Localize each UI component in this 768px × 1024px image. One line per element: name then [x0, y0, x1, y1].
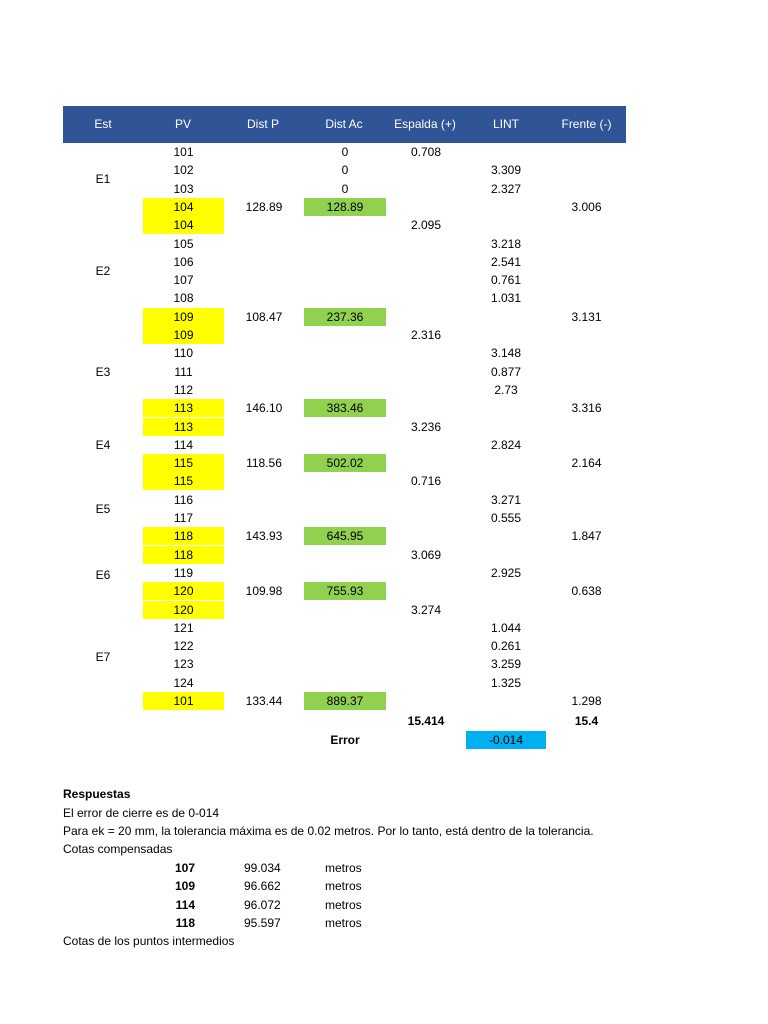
- dist-ac-cell: [304, 326, 386, 344]
- lint-cell: 2.925: [490, 566, 522, 580]
- dist-p-cell: [224, 381, 304, 399]
- lint-cell: 3.259: [490, 657, 522, 671]
- cota-value: 96.662: [244, 879, 281, 893]
- answer-intermediate-heading: Cotas de los puntos intermedios: [63, 934, 235, 948]
- pv-cell: 116: [173, 493, 194, 507]
- lint-cell: 1.325: [490, 676, 522, 690]
- frente-cell: 1.847: [571, 529, 602, 543]
- lint-cell: [466, 527, 546, 545]
- cota-value: 99.034: [244, 861, 281, 875]
- dist-ac-cell: [304, 289, 386, 307]
- pv-cell: 124: [173, 676, 194, 690]
- frente-cell: [547, 326, 626, 344]
- answer-closure-error: El error de cierre es de 0-014: [63, 806, 220, 820]
- frente-cell: [547, 363, 626, 381]
- dist-p-cell: [224, 180, 304, 198]
- lint-cell: [466, 546, 546, 564]
- error-label: Error: [330, 733, 360, 747]
- lint-cell: [466, 216, 546, 234]
- pv-cell: 108: [173, 291, 194, 305]
- dist-p-cell: [224, 509, 304, 527]
- pv-cell: 104: [143, 198, 224, 216]
- dist-p-cell: [224, 619, 304, 637]
- lint-cell: 2.327: [490, 182, 522, 196]
- frente-cell: [547, 143, 626, 161]
- station-label: E1: [95, 172, 111, 186]
- lint-cell: [466, 692, 546, 710]
- espalda-cell: [386, 692, 466, 710]
- pv-cell: 115: [143, 454, 224, 472]
- frente-cell: [547, 472, 626, 490]
- dist-p-cell: [224, 472, 304, 490]
- espalda-cell: 2.095: [410, 218, 442, 232]
- pv-cell: 107: [173, 273, 194, 287]
- lint-cell: 0.761: [490, 273, 522, 287]
- lint-cell: 0.877: [490, 365, 522, 379]
- pv-cell: 119: [173, 566, 194, 580]
- dist-ac-cell: [304, 344, 386, 362]
- dist-p-cell: [224, 235, 304, 253]
- cota-point: 107: [174, 861, 195, 875]
- espalda-cell: [386, 582, 466, 600]
- espalda-cell: [386, 198, 466, 216]
- lint-cell: [466, 326, 546, 344]
- dist-p-cell: [224, 363, 304, 381]
- lint-cell: 3.309: [490, 163, 522, 177]
- station-label: E4: [95, 438, 111, 452]
- frente-cell: 3.131: [571, 310, 602, 324]
- frente-cell: [547, 546, 626, 564]
- station-label: E6: [95, 568, 111, 582]
- frente-cell: 0.638: [571, 584, 602, 598]
- dist-p-cell: [224, 216, 304, 234]
- dist-ac-cell: [304, 546, 386, 564]
- espalda-cell: [386, 271, 466, 289]
- header-lint: LINT: [492, 117, 519, 131]
- pv-cell: 115: [143, 472, 224, 490]
- frente-cell: [547, 271, 626, 289]
- lint-cell: [466, 601, 546, 619]
- espalda-cell: [386, 289, 466, 307]
- pv-cell: 113: [143, 399, 224, 417]
- dist-ac-cell: [304, 472, 386, 490]
- dist-p-cell: 118.56: [246, 456, 282, 470]
- header-espalda: Espalda (+): [394, 117, 456, 131]
- dist-p-cell: [224, 601, 304, 619]
- frente-cell: 2.164: [571, 456, 602, 470]
- cota-point: 118: [175, 916, 195, 930]
- cota-unit: metros: [325, 879, 362, 893]
- dist-ac-cell: [304, 564, 386, 582]
- header-pv: PV: [174, 117, 191, 131]
- frente-cell: [547, 619, 626, 637]
- dist-ac-cell: [304, 271, 386, 289]
- frente-cell: [547, 418, 626, 436]
- lint-cell: 3.148: [490, 346, 522, 360]
- table-header: [63, 106, 626, 143]
- espalda-cell: [386, 491, 466, 509]
- espalda-cell: 3.274: [410, 603, 442, 617]
- lint-cell: 3.218: [490, 237, 522, 251]
- pv-cell: 120: [143, 601, 224, 619]
- frente-cell: [547, 436, 626, 454]
- dist-p-cell: 133.44: [245, 694, 283, 708]
- pv-cell: 104: [143, 216, 224, 234]
- pv-cell: 112: [173, 383, 194, 397]
- dist-p-cell: [224, 637, 304, 655]
- espalda-cell: 2.316: [410, 328, 442, 342]
- dist-ac-cell: 0: [341, 163, 349, 177]
- frente-cell: [547, 601, 626, 619]
- dist-ac-cell: 502.02: [304, 454, 386, 472]
- dist-p-cell: [224, 546, 304, 564]
- dist-ac-cell: 645.95: [304, 527, 386, 545]
- dist-ac-cell: [304, 509, 386, 527]
- espalda-cell: 3.069: [410, 548, 442, 562]
- pv-cell: 105: [173, 237, 194, 251]
- frente-cell: [547, 216, 626, 234]
- pv-cell: 113: [143, 418, 224, 436]
- frente-cell: [547, 509, 626, 527]
- header-frente: Frente (-): [561, 117, 612, 131]
- station-label: E3: [95, 365, 111, 379]
- station-label: E5: [95, 502, 111, 516]
- dist-p-cell: 128.89: [245, 200, 283, 214]
- pv-cell: 109: [143, 326, 224, 344]
- cota-unit: metros: [325, 916, 362, 930]
- espalda-cell: [386, 399, 466, 417]
- espalda-cell: [386, 655, 466, 673]
- dist-p-cell: [224, 655, 304, 673]
- lint-cell: 2.73: [494, 383, 518, 397]
- dist-p-cell: [224, 564, 304, 582]
- frente-cell: 1.298: [571, 694, 602, 708]
- pv-cell: 106: [173, 255, 194, 269]
- pv-cell: 118: [143, 527, 224, 545]
- dist-ac-cell: [304, 491, 386, 509]
- lint-cell: [466, 418, 546, 436]
- pv-cell: 111: [174, 365, 193, 379]
- dist-ac-cell: [304, 655, 386, 673]
- dist-p-cell: 143.93: [245, 529, 283, 543]
- espalda-cell: 3.236: [410, 420, 442, 434]
- dist-p-cell: [224, 326, 304, 344]
- total-espalda: 15.414: [407, 714, 445, 728]
- cota-point: 114: [175, 898, 195, 912]
- dist-p-cell: [224, 491, 304, 509]
- pv-cell: 103: [173, 182, 194, 196]
- pv-cell: 110: [173, 346, 194, 360]
- pv-cell: 101: [173, 145, 194, 159]
- lint-cell: 1.044: [490, 621, 522, 635]
- dist-p-cell: [224, 418, 304, 436]
- cota-value: 96.072: [244, 898, 281, 912]
- dist-p-cell: 109.98: [245, 584, 283, 598]
- cota-unit: metros: [325, 898, 362, 912]
- dist-ac-cell: 0: [341, 145, 349, 159]
- frente-cell: [547, 289, 626, 307]
- dist-p-cell: [224, 289, 304, 307]
- lint-cell: [466, 198, 546, 216]
- pv-cell: 123: [173, 657, 194, 671]
- frente-cell: [547, 381, 626, 399]
- espalda-cell: [386, 564, 466, 582]
- frente-cell: [547, 253, 626, 271]
- lint-cell: 2.541: [490, 255, 522, 269]
- espalda-cell: [386, 527, 466, 545]
- lint-cell: 2.824: [490, 438, 522, 452]
- header-dist-ac: Dist Ac: [325, 117, 363, 131]
- frente-cell: [547, 637, 626, 655]
- dist-ac-cell: 383.46: [304, 399, 386, 417]
- frente-cell: 3.006: [571, 200, 602, 214]
- dist-ac-cell: [304, 235, 386, 253]
- lint-cell: 0.555: [490, 511, 522, 525]
- answer-cotas-heading: Cotas compensadas: [63, 842, 173, 856]
- frente-cell: 3.316: [571, 401, 602, 415]
- dist-ac-cell: 128.89: [304, 198, 386, 216]
- dist-p-cell: [224, 436, 304, 454]
- lint-cell: [466, 472, 546, 490]
- dist-ac-cell: [304, 363, 386, 381]
- frente-cell: [547, 161, 626, 179]
- lint-cell: [466, 399, 546, 417]
- frente-cell: [547, 655, 626, 673]
- lint-cell: [466, 454, 546, 472]
- header-dist-p: Dist P: [246, 117, 279, 131]
- error-value: -0.014: [466, 731, 546, 749]
- lint-cell: 1.031: [490, 291, 522, 305]
- pv-cell: 120: [143, 582, 224, 600]
- pv-cell: 122: [173, 639, 194, 653]
- dist-p-cell: [224, 253, 304, 271]
- pv-cell: 102: [173, 163, 194, 177]
- cota-unit: metros: [325, 861, 362, 875]
- station-label: E2: [95, 264, 111, 278]
- espalda-cell: [386, 619, 466, 637]
- cota-point: 109: [174, 879, 195, 893]
- espalda-cell: [386, 454, 466, 472]
- dist-ac-cell: [304, 418, 386, 436]
- dist-p-cell: 108.47: [245, 310, 283, 324]
- pv-cell: 109: [143, 308, 224, 326]
- dist-p-cell: [224, 271, 304, 289]
- lint-cell: 3.271: [490, 493, 522, 507]
- frente-cell: [547, 235, 626, 253]
- dist-ac-cell: [304, 253, 386, 271]
- dist-ac-cell: [304, 381, 386, 399]
- dist-ac-cell: 0: [341, 182, 349, 196]
- lint-cell: [466, 582, 546, 600]
- station-label: E7: [95, 650, 111, 664]
- espalda-cell: [386, 509, 466, 527]
- espalda-cell: [386, 436, 466, 454]
- espalda-cell: [386, 180, 466, 198]
- lint-cell: [466, 308, 546, 326]
- dist-ac-cell: [304, 619, 386, 637]
- dist-ac-cell: 755.93: [304, 582, 386, 600]
- dist-p-cell: [224, 161, 304, 179]
- dist-ac-cell: 237.36: [304, 308, 386, 326]
- pv-cell: 101: [143, 692, 224, 710]
- answer-tolerance: Para ek = 20 mm, la tolerancia máxima es de 0.02 metros. Por lo tanto, está dentro de la tolerancia.: [63, 824, 594, 838]
- frente-cell: [547, 564, 626, 582]
- dist-ac-cell: [304, 436, 386, 454]
- pv-cell: 118: [143, 546, 224, 564]
- answers-title: Respuestas: [63, 787, 131, 801]
- frente-cell: [547, 674, 626, 692]
- dist-p-cell: [224, 143, 304, 161]
- espalda-cell: [386, 235, 466, 253]
- espalda-cell: [386, 344, 466, 362]
- espalda-cell: [386, 363, 466, 381]
- dist-p-cell: [224, 674, 304, 692]
- cota-value: 95.597: [244, 916, 281, 930]
- dist-ac-cell: 889.37: [304, 692, 386, 710]
- dist-ac-cell: [304, 216, 386, 234]
- espalda-cell: [386, 161, 466, 179]
- dist-ac-cell: [304, 674, 386, 692]
- espalda-cell: [386, 674, 466, 692]
- espalda-cell: [386, 253, 466, 271]
- lint-cell: 0.261: [490, 639, 522, 653]
- espalda-cell: 0.716: [410, 474, 442, 488]
- dist-ac-cell: [304, 601, 386, 619]
- espalda-cell: 0.708: [410, 145, 442, 159]
- total-frente: 15.4: [574, 714, 599, 728]
- dist-p-cell: 146.10: [245, 401, 283, 415]
- frente-cell: [547, 180, 626, 198]
- dist-p-cell: [224, 344, 304, 362]
- espalda-cell: [386, 308, 466, 326]
- pv-cell: 117: [173, 511, 194, 525]
- frente-cell: [547, 344, 626, 362]
- lint-cell: [466, 143, 546, 161]
- pv-cell: 121: [173, 621, 194, 635]
- frente-cell: [547, 491, 626, 509]
- espalda-cell: [386, 637, 466, 655]
- espalda-cell: [386, 381, 466, 399]
- pv-cell: 114: [173, 438, 194, 452]
- dist-ac-cell: [304, 637, 386, 655]
- header-est: Est: [94, 117, 112, 131]
